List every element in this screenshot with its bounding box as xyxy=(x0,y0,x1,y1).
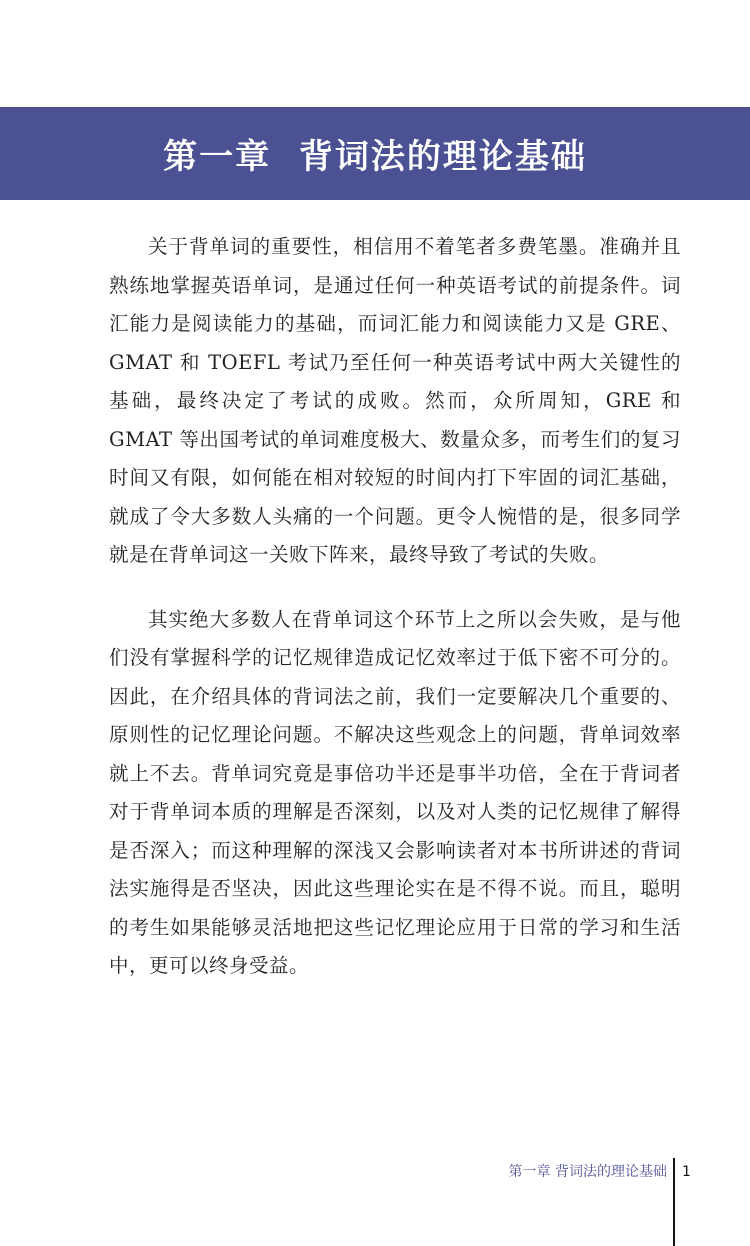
footer-divider xyxy=(673,1158,675,1246)
paragraph-1: 关于背单词的重要性，相信用不着笔者多费笔墨。准确并且熟练地掌握英语单词，是通过任何一种英语考试的前提条件。词汇能力是阅读能力的基础，而词汇能力和阅读能力又是 GRE、GMAT 和 TOEFL 考试乃至任何一种英语考试中两大关键性的基础，最终决定了考试的成败。然而，众所周知，GRE 和 GMAT 等出国考试的单词难度极大、数量众多，而考生们的复习时间又有限，如何能在相对较短的时间内打下牢固的词汇基础，就成了令大多数人头痛的一个问题。更令人惋惜的是，很多同学就是在背单词这一关败下阵来，最终导致了考试的失败。 xyxy=(109,235,681,566)
page-number: 1 xyxy=(682,1164,691,1180)
chapter-title: 第一章 背词法的理论基础 xyxy=(163,137,587,177)
body-text xyxy=(109,228,681,986)
chapter-banner xyxy=(0,107,750,200)
paragraph-2: 其实绝大多数人在背单词这个环节上之所以会失败，是与他们没有掌握科学的记忆规律造成记忆效率过于低下密不可分的。因此，在介绍具体的背词法之前，我们一定要解决几个重要的、原则性的记忆理论问题。不解决这些观念上的问题，背单词效率就上不去。背单词究竟是事倍功半还是事半功倍，全在于背词者对于背单词本质的理解是否深刻，以及对人类的记忆规律了解得是否深入；而这种理解的深浅又会影响读者对本书所讲述的背词法实施得是否坚决，因此这些理论实在是不得不说。而且，聪明的考生如果能够灵活地把这些记忆理论应用于日常的学习和生活中，更可以终身受益。 xyxy=(109,607,681,977)
running-head: 第一章 背词法的理论基础 xyxy=(508,1164,667,1180)
